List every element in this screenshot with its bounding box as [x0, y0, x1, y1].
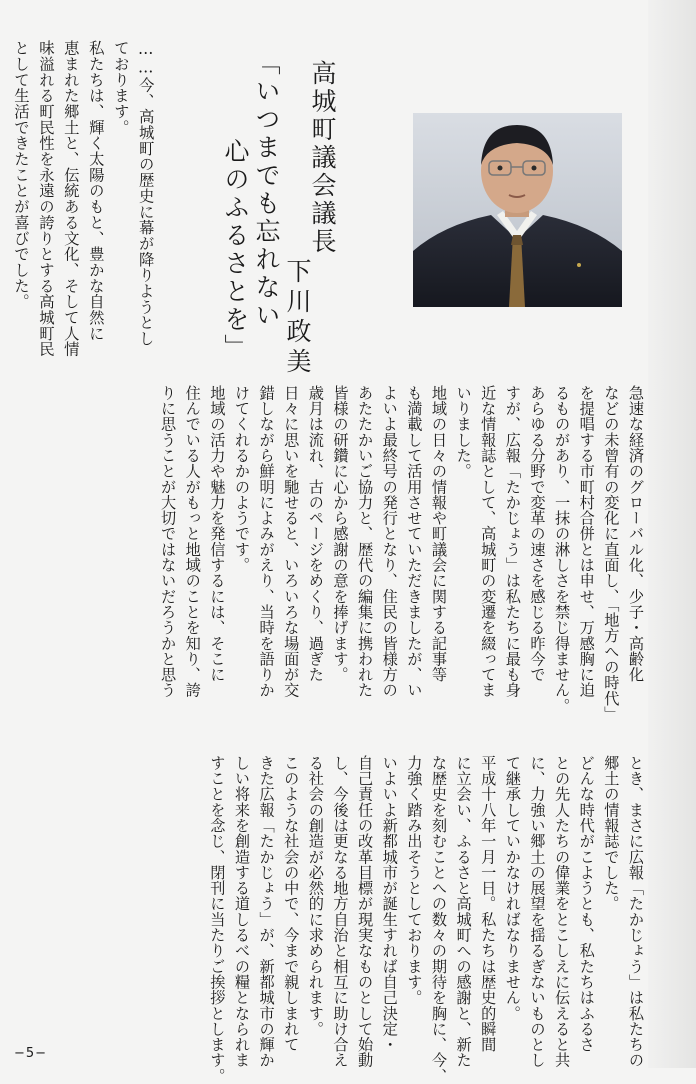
headline-main: 「いつまでも忘れない — [252, 50, 281, 330]
body-line: 地域の活力や魅力を発信するには、そこに — [208, 385, 227, 683]
body-line: るものがあり、一抹の淋しさを禁じ得ません。 — [553, 385, 572, 714]
intro-line: ております。 — [111, 40, 130, 136]
body-line: る社会の創造が必然的に求められます。 — [306, 755, 325, 1037]
body-line: を提唱する市町村合併とは申せ、万感胸に迫 — [577, 385, 596, 698]
body-line: 自己責任の改革目標が現実なものとして始動 — [356, 755, 375, 1068]
body-line: とき、まさに広報「たかじょう」は私たちの — [627, 755, 645, 1068]
intro-line: ……今、高城町の歴史に幕が降りようとし — [136, 40, 155, 347]
body-line: けてくれるかのようです。 — [233, 385, 251, 573]
body-text-bottom — [205, 755, 648, 1084]
speaker-title: 高城町議会議長 — [308, 60, 337, 256]
body-line: いよいよ新都城市が誕生すれば自己決定・ — [380, 755, 399, 1053]
body-line: 地域の日々の情報や町議会に関する記事等 — [430, 385, 448, 683]
body-line: し、今後は更なる地方自治と相互に助け合え — [331, 755, 350, 1068]
headline-sub: 心のふるさとを」 — [221, 138, 250, 362]
body-line: も満載して活用させていただきましたが、い — [405, 385, 424, 698]
body-line: 平成十八年一月一日。私たちは歴史的瞬間 — [479, 755, 498, 1053]
body-line: 近な情報誌として、高城町の変遷を綴ってま — [479, 385, 498, 698]
intro-paragraph — [8, 40, 158, 360]
body-line: に、力強い郷土の展望を揺るぎないものとし — [528, 755, 547, 1068]
body-line: な歴史を刻むことへの数々の期待を胸に、今、 — [430, 755, 448, 1084]
body-line: 住んでいる人がもっと地域のことを知り、誇 — [183, 385, 202, 698]
body-text-middle — [156, 385, 649, 722]
body-line: などの未曾有の変化に直面し、「地方への時代」 — [602, 385, 621, 722]
body-line: との先人たちの偉業をとこしえに伝えると共 — [553, 755, 572, 1068]
body-line: に立会い、ふるさと高城町への感謝と、新た — [454, 755, 473, 1068]
body-line: このような社会の中で、今まで親しまれて — [282, 755, 301, 1053]
body-line: すが、広報「たかじょう」は私たちに最も身 — [503, 385, 522, 698]
body-line: どんな時代がこようとも、私たちはふるさ — [577, 755, 596, 1053]
body-line: 歳月は流れ、古のページをめくり、過ぎた — [306, 385, 325, 683]
body-line: 錯しながら鮮明によみがえり、当時を語りか — [257, 385, 276, 698]
body-line: 力強く踏み出そうとしております。 — [405, 755, 424, 1006]
body-line: 郷土の情報誌でした。 — [602, 755, 621, 912]
body-line: 日々に思いを馳せると、いろいろな場面が交 — [282, 385, 301, 698]
body-line: よいよ最終号の発行となり、住民の皆様方の — [380, 385, 399, 698]
body-line: て継承していかなければなりません。 — [503, 755, 522, 1022]
intro-line: 私たちは、輝く太陽のもと、豊かな自然に — [86, 40, 105, 342]
page-edge-shade — [648, 0, 696, 1068]
intro-line: 恵まれた郷土と、伝統ある文化、そして人情 — [61, 40, 80, 357]
body-line: きた広報「たかじょう」が、新都城市の輝か — [257, 755, 276, 1068]
body-line: いりました。 — [454, 385, 473, 479]
body-line: あたたかいご協力と、歴代の編集に携われた — [356, 385, 375, 698]
page-number: −5− — [14, 1046, 48, 1061]
intro-line: として生活できたことが喜びでした。 — [11, 40, 30, 310]
body-line: しい将来を創造する道しるべの糧となられま — [233, 755, 251, 1068]
intro-line: 味溢れる町民性を永遠の誇りとする高城町民 — [36, 40, 55, 357]
body-line: あらゆる分野で変革の速さを感じる昨今で — [528, 385, 547, 683]
chairman-portrait — [413, 113, 622, 307]
body-line: りに思うことが大切ではないだろうかと思う — [159, 385, 178, 698]
body-line: すことを念じ、閉刊に当たりご挨拶とします。 — [208, 755, 227, 1084]
body-line: 急速な経済のグローバル化、少子・高齢化 — [627, 385, 645, 683]
speaker-name: 下川政美 — [283, 258, 312, 378]
body-line: 皆様の研鑽に心から感謝の意を捧げます。 — [331, 385, 350, 683]
